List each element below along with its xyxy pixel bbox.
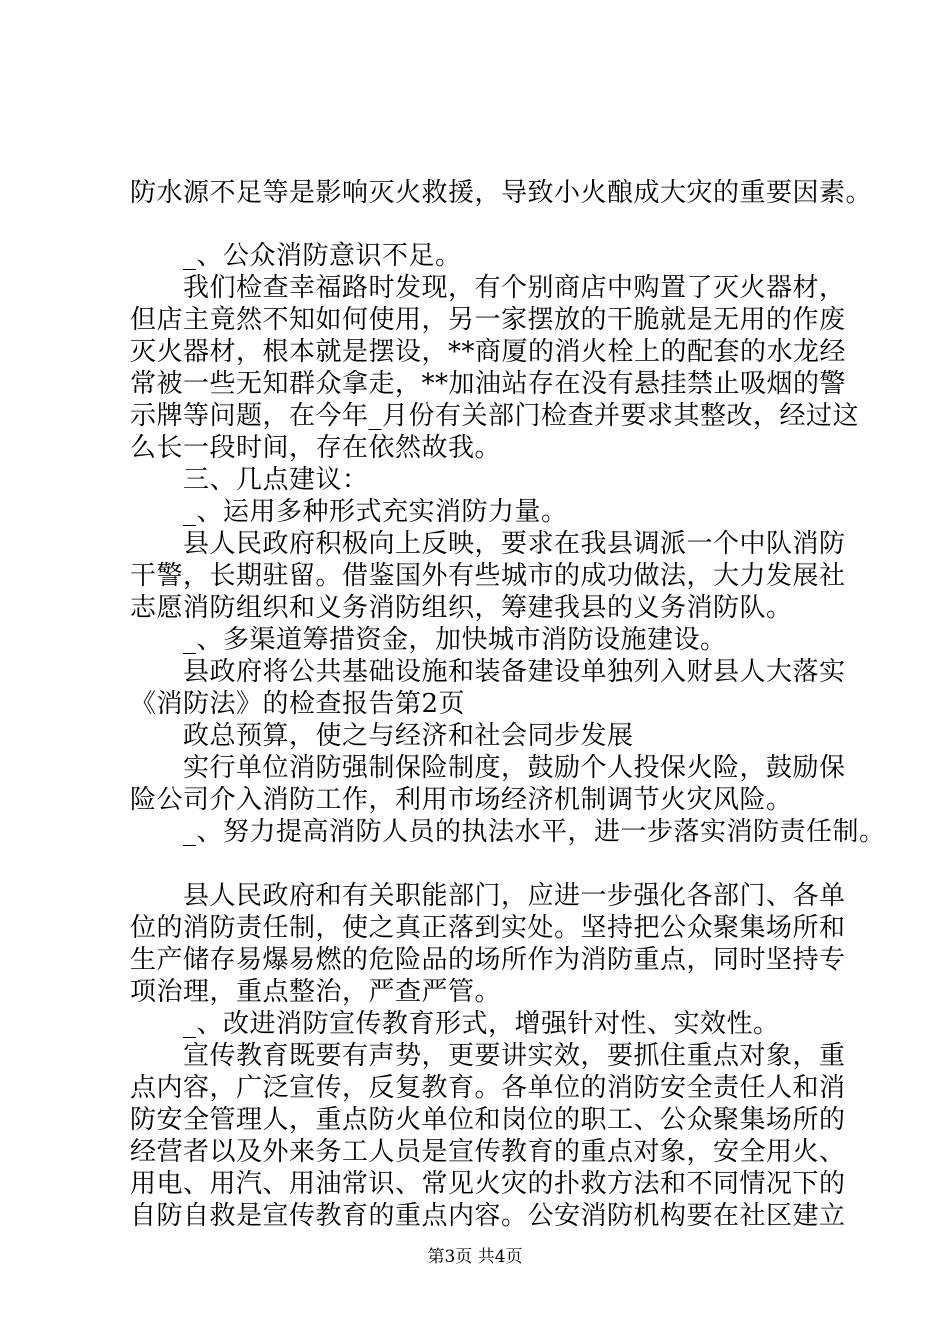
text-line: 生产储存易爆易燃的危险品的场所作为消防重点，同时坚持专 xyxy=(130,945,846,975)
text-line: 县政府将公共基础设施和装备建设单独列入财县人大落实 xyxy=(183,657,846,687)
text-line: 位的消防责任制，使之真正落到实处。坚持把公众聚集场所和 xyxy=(130,913,846,943)
text-line: 么长一段时间，存在依然故我。 xyxy=(130,433,502,463)
page-footer: 第3页 共4页 xyxy=(427,1247,523,1267)
text-line: 常被一些无知群众拿走，**加油站存在没有悬挂禁止吸烟的警 xyxy=(130,369,847,399)
section-heading: _、多渠道筹措资金，加快城市消防设施建设。 xyxy=(183,625,727,655)
text-line: 灭火器材，根本就是摆设，**商厦的消火栓上的配套的水龙经 xyxy=(130,337,847,367)
text-line: 项治理，重点整治，严查严管。 xyxy=(130,977,502,1007)
text-line: 用电、用汽、用油常识、常见火灾的扑救方法和不同情况下的 xyxy=(130,1169,846,1199)
text-line: 《消防法》的检查报告第2页 xyxy=(130,689,466,719)
text-line: 点内容，广泛宣传，反复教育。各单位的消防安全责任人和消 xyxy=(130,1073,846,1103)
section-heading: _、运用多种形式充实消防力量。 xyxy=(183,497,568,527)
text-line: 示牌等问题，在今年_月份有关部门检查并要求其整改，经过这 xyxy=(130,401,860,431)
text-line: 县人民政府和有关职能部门，应进一步强化各部门、各单 xyxy=(183,881,846,911)
text-line: 干警，长期驻留。借鉴国外有些城市的成功做法，大力发展社 xyxy=(130,561,846,591)
text-line: 险公司介入消防工作，利用市场经济机制调节火灾风险。 xyxy=(130,785,793,815)
text-line: 政总预算，使之与经济和社会同步发展 xyxy=(183,721,634,751)
text-line: 志愿消防组织和义务消防组织，筹建我县的义务消防队。 xyxy=(130,593,793,623)
text-line: 自防自救是宣传教育的重点内容。公安消防机构要在社区建立 xyxy=(130,1201,846,1231)
section-heading: _、改进消防宣传教育形式，增强针对性、实效性。 xyxy=(183,1009,780,1039)
text-line: 实行单位消防强制保险制度，鼓励个人投保火险，鼓励保 xyxy=(183,753,846,783)
section-heading: 三、几点建议： xyxy=(183,465,369,495)
text-line: 防水源不足等是影响灭火救援，导致小火酿成大灾的重要因素。 xyxy=(130,178,873,208)
section-heading: _、努力提高消防人员的执法水平，进一步落实消防责任制。 xyxy=(183,817,886,847)
text-line: 宣传教育既要有声势，更要讲实效，要抓住重点对象，重 xyxy=(183,1041,846,1071)
text-line: 但店主竟然不知如何使用，另一家摆放的干脆就是无用的作废 xyxy=(130,305,846,335)
section-heading: _、公众消防意识不足。 xyxy=(183,241,462,271)
text-line: 经营者以及外来务工人员是宣传教育的重点对象，安全用火、 xyxy=(130,1137,846,1167)
text-line: 我们检查幸福路时发现，有个别商店中购置了灭火器材， xyxy=(183,273,846,303)
text-line: 防安全管理人，重点防火单位和岗位的职工、公众聚集场所的 xyxy=(130,1105,846,1135)
text-line: 县人民政府积极向上反映，要求在我县调派一个中队消防 xyxy=(183,529,846,559)
